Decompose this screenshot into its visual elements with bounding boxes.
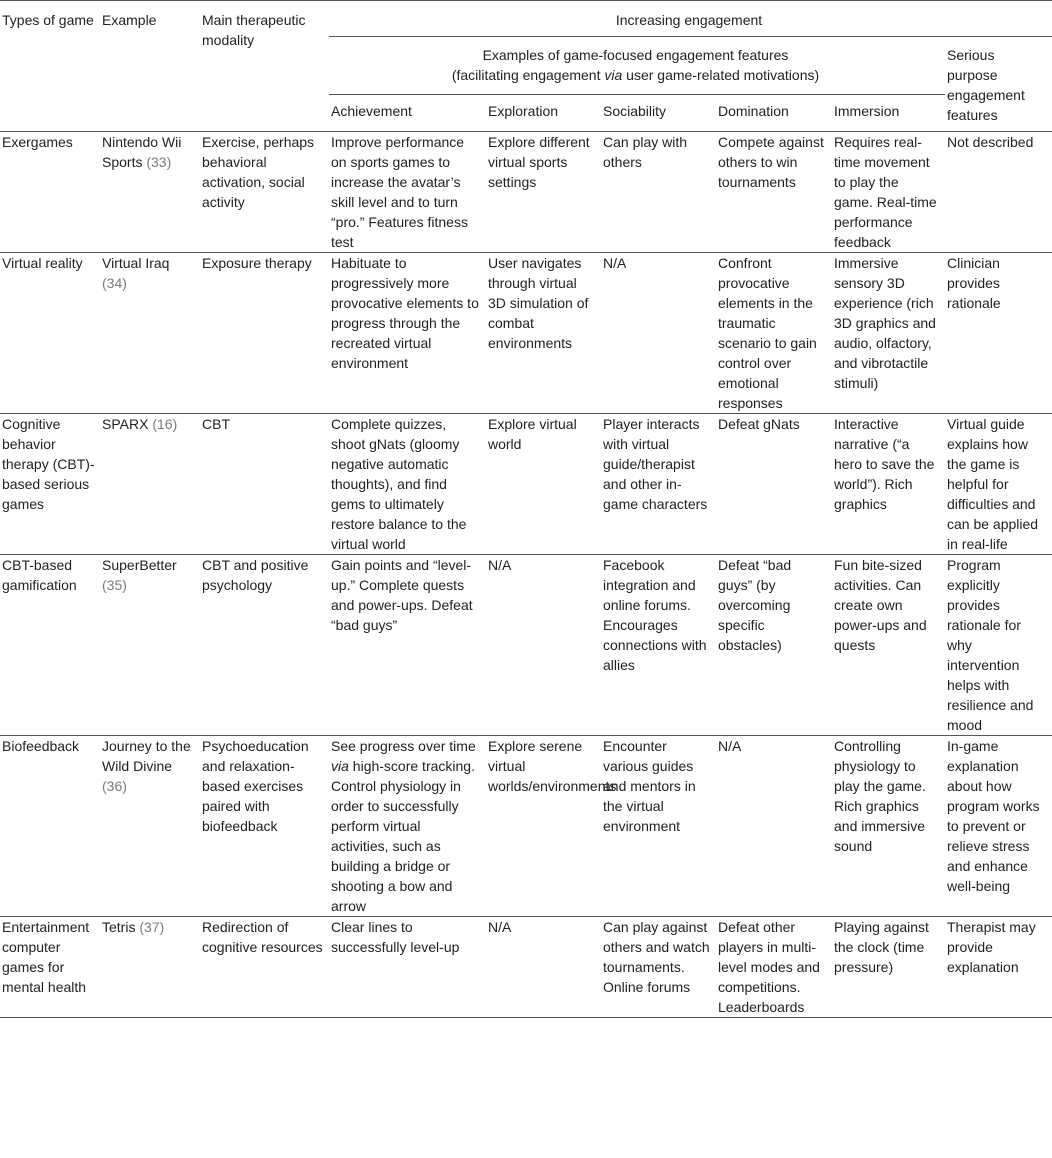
reference-link[interactable]: (33) xyxy=(146,154,172,170)
cell-exploration: N/A xyxy=(486,555,601,736)
cell-sociability: N/A xyxy=(601,253,716,414)
achievement-text-via: via xyxy=(331,758,349,774)
reference-link[interactable]: (35) xyxy=(102,577,127,593)
cell-domination: Confront provocative elements in the traumatic scenario to gain control over emotional responses xyxy=(716,253,832,414)
cell-example xyxy=(100,917,200,1018)
cell-achievement: Habituate to progressively more provocative elements to progress through the recreated virtual environment xyxy=(329,253,486,414)
cell-sociability: Encounter various guides and mentors in the virtual environment xyxy=(601,736,716,917)
header-increasing-engagement: Increasing engagement xyxy=(329,1,1052,37)
header-main-modality: Main therapeutic modality xyxy=(200,1,329,132)
header-domination: Domination xyxy=(716,95,832,132)
cell-exploration: N/A xyxy=(486,917,601,1018)
example-name: SuperBetter xyxy=(102,557,177,573)
cell-type: Biofeedback xyxy=(0,736,100,917)
achievement-text-pre: See progress over time xyxy=(331,738,476,754)
cell-type: Exergames xyxy=(0,132,100,253)
cell-sociability: Player interacts with virtual guide/therapist and other in-game characters xyxy=(601,414,716,555)
cell-modality: Exposure therapy xyxy=(200,253,329,414)
achievement-text-post: high-score tracking. Control physiology in order to successfully perform virtual activities, such as building a bridge or shooting a bow and arrow xyxy=(331,758,475,914)
cell-achievement: Clear lines to successfully level-up xyxy=(329,917,486,1018)
cell-achievement: Improve performance on sports games to increase the avatar’s skill level and to turn “pro.” Features fitness test xyxy=(329,132,486,253)
cell-achievement xyxy=(329,736,486,917)
cell-example xyxy=(100,414,200,555)
header-achievement: Achievement xyxy=(329,95,486,132)
reference-link[interactable]: (37) xyxy=(139,919,165,935)
example-name: Virtual Iraq xyxy=(102,255,170,271)
header-game-focused-line2-via: via xyxy=(604,67,623,83)
header-sociability: Sociability xyxy=(601,95,716,132)
cell-serious: Not described xyxy=(945,132,1052,253)
header-serious-purpose: Serious purpose engagement features xyxy=(945,37,1052,132)
cell-immersion: Playing against the clock (time pressure) xyxy=(832,917,945,1018)
header-types-of-game: Types of game xyxy=(0,1,100,132)
table-row xyxy=(0,253,1052,414)
cell-sociability: Can play with others xyxy=(601,132,716,253)
header-game-focused-line1: Examples of game-focused engagement features xyxy=(482,47,789,63)
cell-sociability: Facebook integration and online forums. Encourages connections with allies xyxy=(601,555,716,736)
cell-serious: Program explicitly provides rationale for why intervention helps with resilience and mood xyxy=(945,555,1052,736)
cell-serious: Virtual guide explains how the game is helpful for difficulties and can be applied in real-life xyxy=(945,414,1052,555)
header-exploration: Exploration xyxy=(486,95,601,132)
cell-exploration: Explore virtual world xyxy=(486,414,601,555)
reference-link[interactable]: (34) xyxy=(102,275,127,291)
cell-immersion: Interactive narrative (“a hero to save the world”). Rich graphics xyxy=(832,414,945,555)
cell-domination: N/A xyxy=(716,736,832,917)
cell-serious: In-game explanation about how program works to prevent or relieve stress and enhance well-being xyxy=(945,736,1052,917)
cell-type: Virtual reality xyxy=(0,253,100,414)
cell-modality: CBT and positive psychology xyxy=(200,555,329,736)
cell-modality: Exercise, perhaps behavioral activation, social activity xyxy=(200,132,329,253)
example-name: Journey to the Wild Divine xyxy=(102,738,191,774)
cell-achievement: Complete quizzes, shoot gNats (gloomy negative automatic thoughts), and find gems to ultimately restore balance to the virtual world xyxy=(329,414,486,555)
cell-immersion: Requires real-time movement to play the game. Real-time performance feedback xyxy=(832,132,945,253)
cell-example xyxy=(100,555,200,736)
cell-achievement: Gain points and “level-up.” Complete quests and power-ups. Defeat “bad guys” xyxy=(329,555,486,736)
cell-exploration: User navigates through virtual 3D simulation of combat environments xyxy=(486,253,601,414)
example-name: Tetris xyxy=(102,919,136,935)
cell-type: Cognitive behavior therapy (CBT)-based serious games xyxy=(0,414,100,555)
cell-type: Entertainment computer games for mental health xyxy=(0,917,100,1018)
cell-example xyxy=(100,132,200,253)
table-row xyxy=(0,414,1052,555)
cell-example xyxy=(100,736,200,917)
cell-domination: Defeat gNats xyxy=(716,414,832,555)
table-row xyxy=(0,917,1052,1018)
cell-exploration: Explore different virtual sports settings xyxy=(486,132,601,253)
table-row xyxy=(0,555,1052,736)
cell-serious: Clinician provides rationale xyxy=(945,253,1052,414)
cell-domination: Defeat other players in multi-level modes and competitions. Leaderboards xyxy=(716,917,832,1018)
cell-domination: Compete against others to win tournaments xyxy=(716,132,832,253)
cell-modality: Psychoeducation and relaxation-based exercises paired with biofeedback xyxy=(200,736,329,917)
cell-modality: Redirection of cognitive resources xyxy=(200,917,329,1018)
header-game-focused-features xyxy=(329,37,945,95)
table-row xyxy=(0,736,1052,917)
example-name: Nintendo Wii Sports xyxy=(102,134,182,170)
header-game-focused-line2-pre: (facilitating engagement xyxy=(451,67,605,83)
reference-link[interactable]: (16) xyxy=(152,416,178,432)
cell-serious: Therapist may provide explanation xyxy=(945,917,1052,1018)
cell-immersion: Controlling physiology to play the game. Rich graphics and immersive sound xyxy=(832,736,945,917)
cell-sociability: Can play against others and watch tournaments. Online forums xyxy=(601,917,716,1018)
header-game-focused-line2-post: user game-related motivations) xyxy=(622,67,820,83)
cell-modality: CBT xyxy=(200,414,329,555)
reference-link[interactable]: (36) xyxy=(102,778,127,794)
header-immersion: Immersion xyxy=(832,95,945,132)
cell-immersion: Immersive sensory 3D experience (rich 3D graphics and audio, olfactory, and vibrotactile stimuli) xyxy=(832,253,945,414)
table-row xyxy=(0,132,1052,253)
cell-immersion: Fun bite-sized activities. Can create own power-ups and quests xyxy=(832,555,945,736)
cell-type: CBT-based gamification xyxy=(0,555,100,736)
example-name: SPARX xyxy=(102,416,149,432)
cell-example xyxy=(100,253,200,414)
cell-domination: Defeat “bad guys” (by overcoming specific obstacles) xyxy=(716,555,832,736)
header-example: Example xyxy=(100,1,200,132)
cell-exploration: Explore serene virtual worlds/environments xyxy=(486,736,601,917)
